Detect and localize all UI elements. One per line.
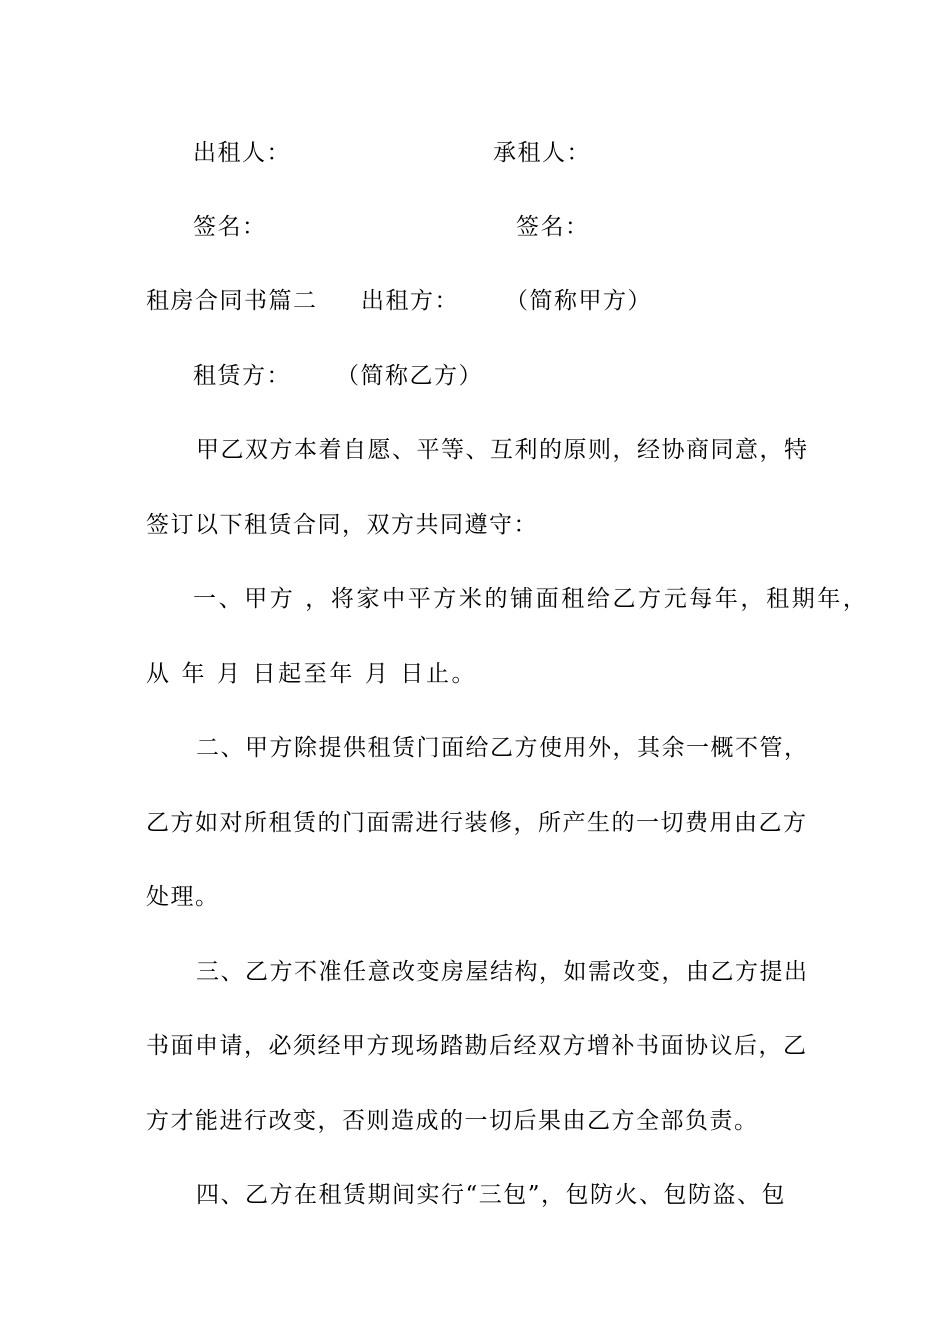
paragraph-line: 四、乙方在租赁期间实行“三包”，包防火、包防盗、包 [196, 1182, 787, 1208]
paragraph-line: 签订以下租赁合同，双方共同遵守： [146, 512, 538, 538]
party-b-abbreviation: （简称乙方） [336, 363, 483, 389]
paragraph-line: 乙方如对所租赁的门面需进行装修，所产生的一切费用由乙方 [146, 810, 808, 836]
paragraph-line: 二、甲方除提供租赁门面给乙方使用外，其余一概不管， [196, 735, 809, 761]
party-a-label: 出租方： [361, 288, 459, 314]
lessee-signature-label: 签名： [516, 214, 590, 240]
party-b-label: 租赁方： [193, 363, 291, 389]
paragraph-line: 一、甲方 ，将家中平方米的铺面租给乙方元每年，租期年， [193, 586, 869, 612]
paragraph-line: 三、乙方不准任意改变房屋结构，如需改变，由乙方提出 [196, 959, 809, 985]
paragraph-line: 甲乙双方本着自愿、平等、互利的原则，经协商同意，特 [196, 437, 809, 463]
lessor-signature-label: 签名： [193, 214, 267, 240]
lessee-label: 承租人： [493, 140, 591, 166]
section-title: 租房合同书篇二 [146, 288, 318, 314]
lessor-label: 出租人： [193, 140, 291, 166]
paragraph-line: 处理。 [146, 884, 220, 910]
paragraph-line: 方才能进行改变，否则造成的一切后果由乙方全部负责。 [146, 1108, 759, 1134]
party-a-abbreviation: （简称甲方） [505, 288, 652, 314]
paragraph-line: 书面申请，必须经甲方现场踏勘后经双方增补书面协议后，乙 [146, 1033, 808, 1059]
paragraph-line: 从 年 月 日起至年 月 日止。 [146, 661, 478, 687]
